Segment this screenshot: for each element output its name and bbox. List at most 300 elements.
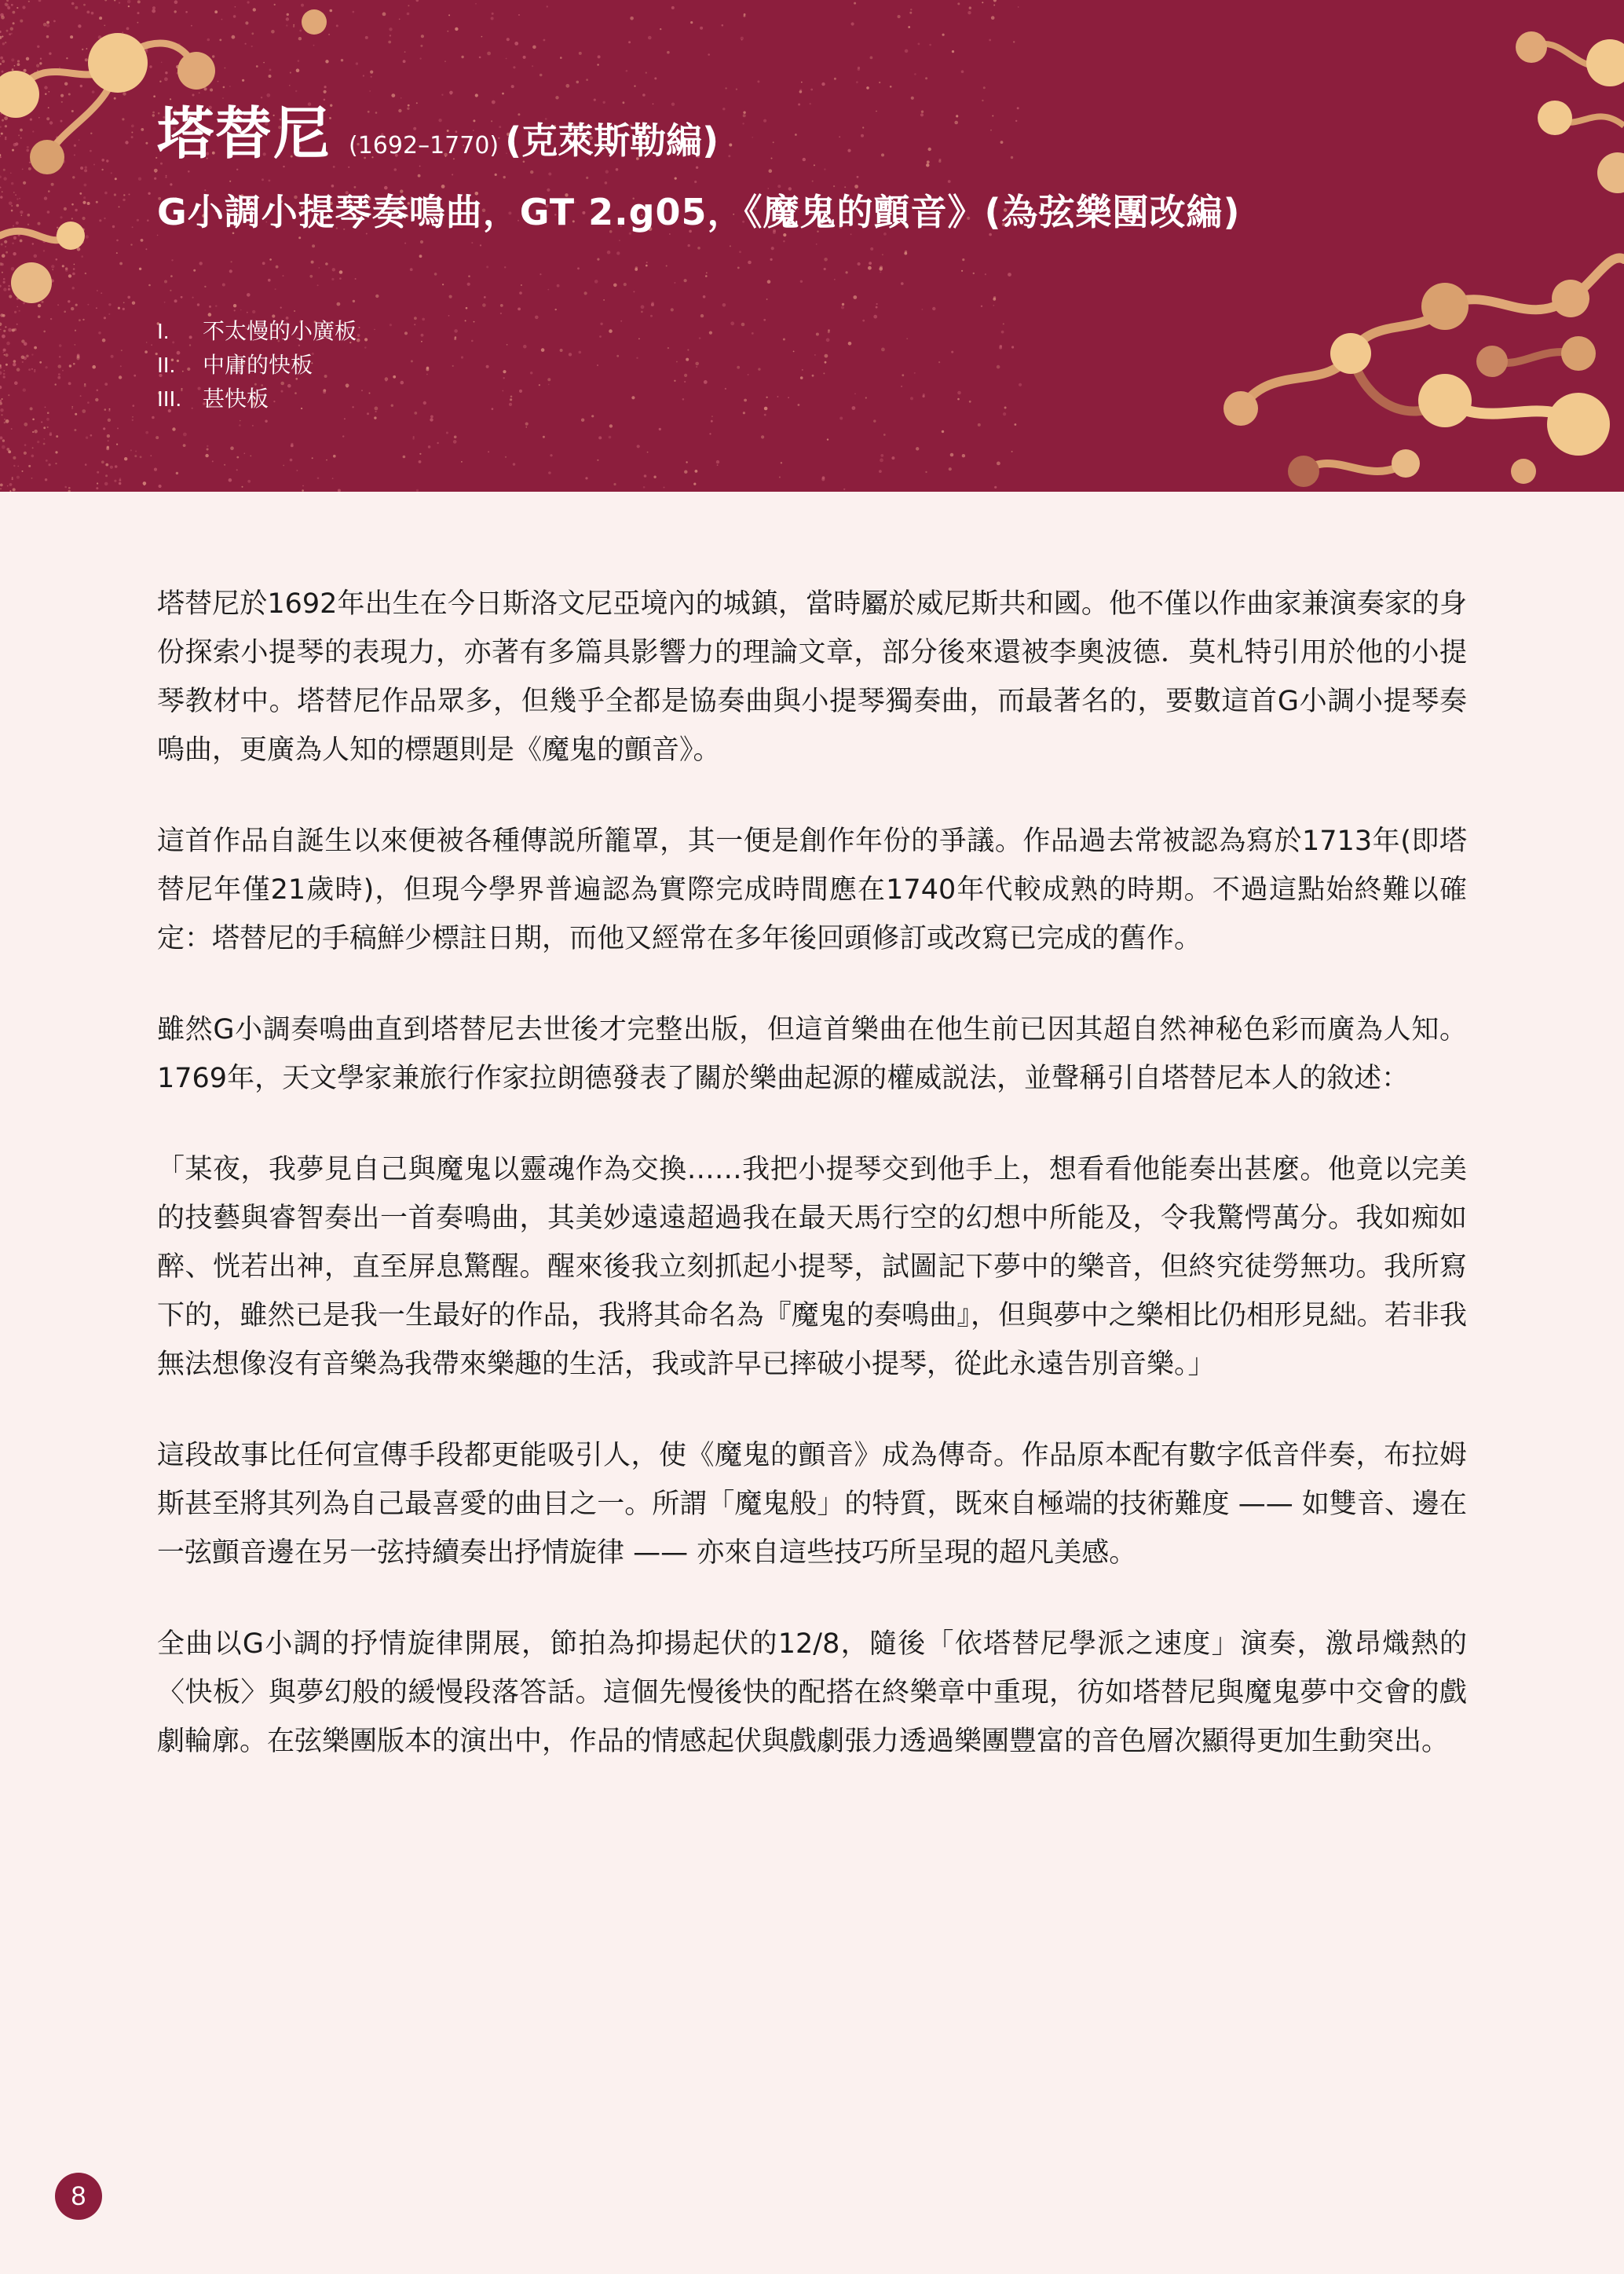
speckle-dot [183, 433, 187, 437]
speckle-dot [647, 452, 649, 453]
speckle-dot [419, 460, 422, 463]
speckle-dot [967, 11, 971, 14]
speckle-dot [152, 416, 155, 419]
speckle-dot [115, 465, 118, 468]
speckle-dot [58, 373, 60, 375]
speckle-dot [344, 418, 346, 419]
speckle-dot [523, 56, 526, 59]
speckle-dot [24, 444, 27, 446]
speckle-dot [119, 375, 122, 379]
speckle-dot [854, 2, 856, 5]
speckle-dot [0, 484, 3, 487]
speckle-dot [761, 435, 764, 438]
speckle-dot [104, 383, 108, 386]
movement-title: 中庸的快板 [203, 352, 313, 378]
speckle-dot [543, 39, 546, 42]
speckle-dot [43, 427, 46, 429]
speckle-dot [47, 412, 49, 414]
arranger-credit: (克萊斯勒編) [505, 119, 719, 162]
speckle-dot [518, 14, 520, 16]
speckle-dot [13, 456, 16, 460]
speckle-dot [154, 468, 157, 471]
speckle-dot [6, 342, 10, 346]
speckle-dot [24, 342, 27, 346]
speckle-dot [5, 419, 9, 423]
speckle-dot [250, 456, 251, 457]
speckle-dot [68, 382, 71, 385]
speckle-dot [43, 438, 45, 440]
speckle-dot [176, 472, 178, 474]
speckle-dot [880, 454, 883, 457]
speckle-dot [28, 368, 31, 371]
speckle-dot [711, 416, 713, 417]
speckle-dot [994, 486, 997, 489]
speckle-dot [34, 371, 35, 372]
speckle-dot [16, 476, 20, 479]
speckle-dot [560, 57, 562, 59]
speckle-dot [686, 461, 687, 463]
speckle-dot [446, 432, 448, 434]
speckle-dot [1013, 41, 1015, 42]
speckle-dot [84, 385, 86, 387]
speckle-dot [654, 77, 657, 79]
speckle-dot [664, 487, 665, 489]
speckle-dot [302, 489, 304, 492]
speckle-dot [59, 356, 61, 358]
speckle-dot [950, 453, 954, 457]
speckle-dot [39, 361, 42, 364]
speckle-dot [8, 450, 11, 453]
speckle-dot [989, 39, 991, 42]
speckle-dot [403, 456, 406, 459]
speckle-dot [24, 423, 27, 427]
speckle-dot [34, 369, 35, 371]
speckle-dot [851, 22, 854, 25]
speckle-dot [144, 350, 148, 353]
speckle-dot [722, 24, 724, 27]
speckle-dot [684, 471, 687, 474]
speckle-dot [413, 436, 415, 438]
speckle-dot [332, 478, 334, 479]
speckle-dot [135, 451, 137, 452]
speckle-dot [12, 477, 13, 478]
speckle-dot [75, 413, 77, 416]
speckle-dot [416, 0, 419, 2]
speckle-dot [407, 13, 410, 16]
speckle-dot [461, 56, 463, 58]
speckle-dot [390, 35, 391, 36]
paragraph: 塔替尼於1692年出生在今日斯洛文尼亞境內的城鎮，當時屬於威尼斯共和國。他不僅以作曲家兼演奏家的身份探索小提琴的表現力，亦著有多篇具影響力的理論文章，部分後來還被李奧波德．莫札特引用於他的小提琴教材中。塔替尼作品眾多，但幾乎全都是協奏曲與小提琴獨奏曲，而最著名的，要數這首G小調小提琴奏鳴曲，更廣為人知的標題則是《魔鬼的顫音》。 [157, 588, 1467, 766]
speckle-dot [98, 331, 101, 335]
speckle-dot [454, 436, 457, 439]
speckle-dot [56, 435, 58, 438]
speckle-dot [114, 480, 116, 482]
speckle-dot [475, 3, 477, 5]
speckle-dot [22, 361, 24, 363]
speckle-dot [43, 443, 46, 445]
speckle-dot [41, 421, 42, 423]
speckle-dot [103, 427, 105, 430]
speckle-dot [743, 15, 745, 17]
speckle-dot [540, 74, 543, 77]
speckle-dot [597, 64, 598, 65]
speckle-dot [57, 376, 60, 379]
speckle-dot [59, 344, 62, 347]
speckle-dot [145, 431, 148, 434]
speckle-dot [12, 478, 13, 480]
speckle-dot [898, 15, 901, 18]
speckle-dot [858, 68, 860, 71]
movement-item [157, 348, 1241, 382]
speckle-dot [77, 355, 80, 358]
speckle-dot [119, 482, 121, 485]
speckle-dot [207, 445, 208, 447]
speckle-dot [86, 437, 88, 439]
speckle-dot [997, 462, 1000, 466]
speckle-dot [13, 488, 16, 491]
speckle-dot [21, 356, 25, 360]
speckle-dot [821, 82, 825, 86]
speckle-dot [338, 489, 341, 493]
speckle-dot [0, 408, 3, 412]
speckle-dot [579, 52, 582, 55]
speckle-dot [481, 36, 483, 38]
speckle-dot [0, 400, 2, 403]
speckle-dot [105, 463, 108, 467]
speckle-dot [5, 353, 8, 357]
speckle-dot [333, 455, 336, 458]
speckle-dot [71, 408, 73, 409]
speckle-dot [613, 483, 616, 485]
speckle-dot [382, 13, 386, 16]
speckle-dot [47, 427, 49, 428]
movement-title: 甚快板 [203, 386, 269, 412]
speckle-dot [916, 447, 919, 450]
speckle-dot [598, 55, 601, 58]
speckle-dot [637, 445, 640, 448]
movement-number: III. [157, 386, 182, 411]
speckle-dot [2, 445, 5, 449]
speckle-dot [108, 419, 111, 422]
speckle-dot [643, 486, 646, 489]
speckle-dot [547, 5, 548, 7]
speckle-dot [4, 354, 5, 356]
speckle-dot [96, 487, 98, 489]
speckle-dot [68, 487, 71, 489]
speckle-dot [488, 451, 489, 452]
paragraph: 這首作品自誕生以來便被各種傳説所籠罩，其一便是創作年份的爭議。作品過去常被認為寫於1713年(即塔替尼年僅21歲時)，但現今學界普遍認為實際完成時間應在1740年代較成熟的時期。不過這點始終難以確定：塔替尼的手稿鮮少標註日期，而他又經常在多年後回頭修訂或改寫已完成的舊作。 [157, 826, 1467, 954]
speckle-dot [124, 457, 127, 460]
speckle-dot [290, 459, 293, 462]
speckle-dot [993, 5, 995, 6]
speckle-dot [801, 82, 803, 83]
speckle-dot [28, 465, 31, 467]
speckle-dot [107, 434, 110, 438]
speckle-dot [925, 77, 927, 79]
speckle-dot [17, 466, 19, 467]
movement-number: II. [157, 353, 176, 377]
speckle-dot [532, 46, 536, 49]
speckle-dot [693, 483, 696, 485]
speckle-dot [207, 449, 209, 451]
speckle-dot [374, 416, 376, 419]
speckle-dot [598, 436, 602, 439]
speckle-dot [843, 489, 845, 490]
speckle-dot [58, 364, 62, 368]
speckle-dot [45, 407, 46, 408]
speckle-dot [224, 464, 225, 466]
speckle-dot [229, 478, 232, 482]
speckle-dot [134, 455, 137, 457]
speckle-dot [69, 364, 71, 367]
speckle-dot [110, 466, 113, 469]
speckle-dot [24, 452, 27, 455]
speckle-dot [982, 2, 983, 3]
speckle-dot [879, 82, 880, 83]
speckle-dot [586, 79, 588, 81]
speckle-dot [993, 0, 997, 2]
speckle-dot [716, 460, 719, 463]
speckle-dot [120, 365, 122, 367]
speckle-dot [117, 427, 119, 429]
speckle-dot [873, 419, 876, 422]
speckle-dot [64, 486, 67, 489]
speckle-dot [821, 478, 825, 481]
speckle-dot [576, 81, 580, 84]
speckle-dot [908, 26, 910, 28]
speckle-dot [236, 456, 239, 459]
speckle-dot [914, 73, 916, 75]
speckle-dot [514, 42, 518, 46]
paragraph: 這段故事比任何宣傳手段都更能吸引人，使《魔鬼的顫音》成為傳奇。作品原本配有數字低音伴奏，布拉姆斯甚至將其列為自己最喜愛的曲目之一。所謂「魔鬼般」的特質，既來自極端的技術難度 —— 如雙音、邊在一弦顫音邊在另一弦持續奏出抒情旋律 —— 亦來自這些技巧所呈現的超凡美感。 [157, 1440, 1467, 1569]
speckle-dot [3, 370, 5, 372]
speckle-dot [326, 460, 327, 461]
speckle-dot [957, 2, 960, 5]
speckle-dot [929, 44, 931, 46]
speckle-dot [879, 470, 882, 473]
speckle-dot [2, 335, 5, 339]
speckle-dot [0, 437, 2, 440]
speckle-dot [14, 381, 18, 385]
speckle-dot [925, 471, 927, 473]
speckle-dot [667, 51, 670, 54]
speckle-dot [55, 463, 57, 464]
molecule-ornament-top-right [1508, 0, 1624, 204]
speckle-dot [252, 425, 254, 427]
speckle-dot [389, 27, 392, 31]
speckle-dot [695, 470, 698, 473]
paragraph: 全曲以G小調的抒情旋律開展，節拍為抑揚起伏的12/8，隨後「依塔替尼學派之速度」演奏，激昂熾熱的〈快板〉與夢幻般的緩慢段落答話。這個先慢後快的配搭在終樂章中重現，彷如塔替尼與魔鬼夢中交會的戲劇輪廓。在弦樂團版本的演出中，作品的情感起伏與戲劇張力透過樂團豐富的音色層次顯得更加生動突出。 [157, 1628, 1467, 1757]
speckle-dot [492, 13, 494, 15]
speckle-dot [505, 456, 507, 458]
speckle-dot [4, 419, 5, 420]
speckle-dot [34, 346, 37, 350]
speckle-dot [236, 469, 238, 471]
speckle-dot [513, 66, 515, 68]
speckle-dot [9, 490, 11, 492]
movement-number: I. [157, 319, 170, 343]
composer-years: (1692–1770) [349, 132, 499, 159]
speckle-dot [430, 418, 433, 421]
speckle-dot [717, 464, 719, 466]
speckle-dot [85, 463, 87, 466]
speckle-dot [403, 60, 406, 63]
speckle-dot [296, 470, 298, 471]
speckle-dot [342, 435, 344, 437]
speckle-dot [32, 447, 34, 449]
speckle-dot [31, 353, 33, 355]
speckle-dot [31, 478, 33, 479]
speckle-dot [55, 383, 57, 385]
speckle-dot [543, 436, 545, 438]
work-title: G小調小提琴奏鳴曲，GT 2.g05，《魔鬼的顫音》(為弦樂團改編) [157, 191, 1241, 233]
speckle-dot [302, 485, 304, 487]
speckle-dot [105, 474, 108, 477]
speckle-dot [43, 331, 46, 333]
speckle-dot [690, 21, 693, 24]
speckle-dot [4, 422, 6, 424]
speckle-dot [230, 446, 234, 450]
speckle-dot [648, 36, 652, 40]
speckle-dot [891, 456, 894, 460]
speckle-dot [659, 428, 661, 430]
speckle-dot [13, 360, 16, 363]
speckle-dot [525, 423, 529, 426]
header-text [157, 88, 1241, 416]
speckle-dot [550, 454, 552, 456]
speckle-dot [121, 350, 123, 351]
speckle-dot [0, 489, 2, 490]
speckle-dot [506, 58, 507, 60]
speckle-dot [265, 420, 267, 423]
speckle-dot [82, 409, 86, 413]
speckle-dot [62, 370, 64, 372]
speckle-dot [961, 70, 964, 73]
speckle-dot [526, 427, 528, 428]
speckle-dot [49, 432, 52, 434]
speckle-dot [6, 448, 9, 451]
speckle-dot [3, 330, 5, 332]
speckle-dot [455, 27, 458, 31]
speckle-dot [9, 483, 13, 486]
composer-line [157, 88, 1241, 170]
speckle-dot [16, 368, 20, 372]
speckle-dot [660, 28, 661, 30]
speckle-dot [416, 489, 419, 492]
speckle-dot [420, 45, 422, 47]
speckle-dot [146, 342, 148, 343]
speckle-dot [609, 436, 612, 439]
speckle-dot [291, 443, 293, 445]
page-number-badge: 8 [55, 2173, 102, 2220]
speckle-dot [31, 455, 35, 458]
speckle-dot [140, 456, 142, 458]
speckle-dot [461, 461, 463, 463]
speckle-dot [13, 465, 15, 467]
speckle-dot [150, 455, 152, 456]
speckle-dot [95, 398, 98, 401]
speckle-dot [7, 485, 9, 487]
speckle-dot [548, 471, 551, 474]
speckle-dot [159, 485, 162, 488]
molecule-ornament-bottom-right [1209, 236, 1624, 492]
speckle-dot [444, 60, 446, 62]
speckle-dot [155, 436, 159, 439]
speckle-dot [212, 460, 214, 462]
speckle-dot [3, 375, 5, 378]
speckle-dot [92, 365, 96, 369]
quote-paragraph: 「某夜，我夢見自己與魔鬼以靈魂作為交換……我把小提琴交到他手上，想看看他能奏出甚麼。他竟以完美的技藝與睿智奏出一首奏鳴曲，其美妙遠遠超過我在最天馬行空的幻想中所能及，令我驚愕萬分。我如痴如醉、恍若出神，直至屏息驚醒。醒來後我立刻抓起小提琴，試圖記下夢中的樂音，但終究徒勞無功。我所寫下的，雖然已是我一生最好的作品，我將其命名為『魔鬼的奏鳴曲』，但與夢中之樂相比仍相形見絀。若非我無法想像沒有音樂為我帶來樂趣的生活，我或許早已摔破小提琴，從此永遠告別音樂。」 [157, 1154, 1467, 1380]
speckle-dot [918, 43, 920, 46]
speckle-dot [942, 430, 944, 433]
speckle-dot [507, 38, 510, 41]
speckle-dot [437, 442, 438, 444]
speckle-dot [151, 344, 152, 346]
speckle-dot [244, 452, 246, 454]
speckle-dot [317, 477, 320, 479]
speckle-dot [32, 431, 34, 433]
program-note-body [157, 580, 1467, 1808]
speckle-dot [55, 451, 57, 453]
speckle-dot [312, 457, 313, 459]
speckle-dot [106, 447, 109, 450]
speckle-dot [11, 428, 13, 430]
speckle-dot [962, 454, 965, 457]
speckle-dot [399, 19, 401, 20]
speckle-dot [532, 65, 533, 67]
speckle-dot [90, 434, 93, 437]
movement-item [157, 382, 1241, 416]
speckle-dot [991, 16, 995, 20]
header-banner [0, 0, 1624, 492]
speckle-dot [2, 398, 3, 400]
speckle-dot [597, 460, 598, 461]
speckle-dot [102, 339, 106, 342]
speckle-dot [30, 407, 33, 410]
speckle-dot [172, 427, 175, 430]
speckle-dot [132, 419, 134, 421]
speckle-dot [949, 467, 952, 471]
speckle-dot [711, 420, 713, 423]
speckle-dot [653, 476, 656, 478]
speckle-dot [412, 438, 415, 440]
speckle-dot [0, 386, 2, 389]
speckle-dot [757, 80, 759, 82]
speckle-dot [37, 441, 39, 443]
speckle-dot [0, 402, 2, 405]
speckle-dot [447, 31, 448, 32]
speckle-dot [609, 424, 613, 427]
speckle-dot [1015, 423, 1017, 426]
composer-name: 塔替尼 [157, 101, 332, 167]
speckle-dot [5, 364, 8, 366]
speckle-dot [46, 460, 48, 462]
speckle-dot [283, 465, 284, 467]
speckle-dot [247, 480, 251, 483]
speckle-dot [132, 416, 134, 418]
speckle-dot [581, 419, 584, 422]
speckle-dot [31, 368, 33, 370]
speckle-dot [97, 482, 98, 484]
speckle-dot [97, 471, 99, 474]
speckle-dot [133, 405, 135, 407]
movement-list [157, 314, 1241, 416]
speckle-dot [839, 417, 843, 420]
speckle-dot [144, 485, 145, 486]
speckle-dot [87, 401, 90, 404]
speckle-dot [71, 406, 73, 408]
speckle-dot [700, 27, 703, 30]
